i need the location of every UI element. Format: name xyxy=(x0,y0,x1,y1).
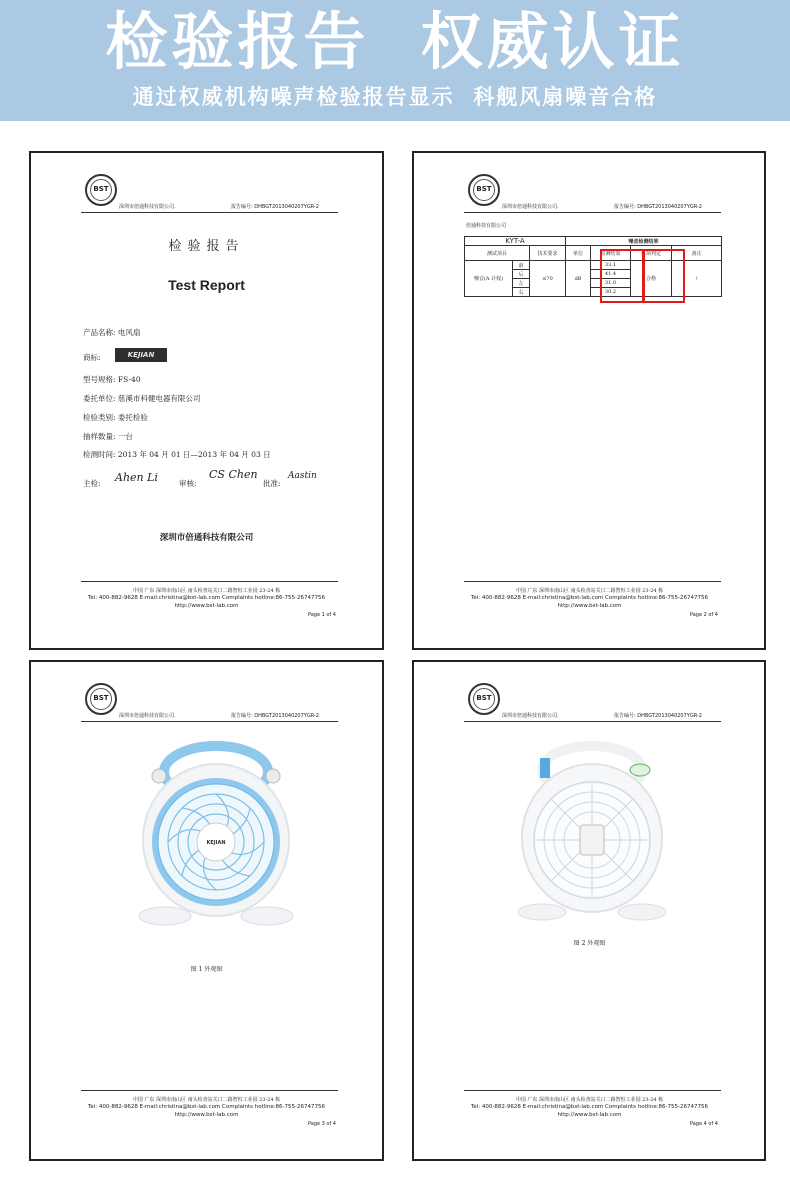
footer-website: http://www.bst-lab.com xyxy=(174,1112,239,1118)
banner-title: 检验报告 权威认证 xyxy=(105,5,685,78)
remark-value: / xyxy=(672,261,722,297)
footer-rule xyxy=(81,1090,338,1091)
figure-caption: 图 2 外观图 xyxy=(573,940,606,947)
requirement-value: ≤70 xyxy=(530,261,566,297)
bst-logo-icon xyxy=(85,683,117,715)
position-front: 前 xyxy=(513,261,530,270)
chief-label: 主检: xyxy=(83,479,101,488)
bst-logo-icon xyxy=(468,174,500,206)
issuer-company: 深圳市倍通科技有限公司 xyxy=(159,533,254,543)
header-rule xyxy=(81,212,338,213)
footer-address: 中国 广东 深圳市南山区 南头检查站关口二路智恒工业园 23-24 栋 xyxy=(132,1097,281,1103)
logo-text: BST xyxy=(476,694,492,702)
header-rule xyxy=(464,721,721,722)
footer-address: 中国 广东 深圳市南山区 南头检查站关口二路智恒工业园 23-24 栋 xyxy=(132,588,281,594)
report-page-2 xyxy=(412,151,766,650)
noise-item: 噪音(A 计权) xyxy=(465,261,513,297)
header-test-item: 测试项目 xyxy=(465,246,530,261)
footer-website: http://www.bst-lab.com xyxy=(557,603,622,609)
header-report-no: 报告编号: DHBGT2013040207YGR-2 xyxy=(614,713,702,719)
header-requirement: 技术要求 xyxy=(530,246,566,261)
position-right: 右 xyxy=(513,288,530,297)
position-left: 左 xyxy=(513,279,530,288)
header-result: 检测结果 xyxy=(591,246,631,261)
footer-contact: Tel: 400-882-9628 E-mail:christina@bst-lab.com Complaints hotline:86-755-26747756 xyxy=(470,595,709,601)
header-rule xyxy=(81,721,338,722)
result-back: 41.4 xyxy=(591,270,631,279)
report-page-3 xyxy=(29,660,384,1161)
model-spec: 型号规格: FS-40 xyxy=(83,375,141,384)
review-label: 审核: xyxy=(179,479,197,488)
footer-contact: Tel: 400-882-9628 E-mail:christina@bst-lab.com Complaints hotline:86-755-26747756 xyxy=(470,1104,709,1110)
header-company: 深圳市倍通科技有限公司. xyxy=(119,713,176,719)
report-title: 检验报告 xyxy=(168,239,245,254)
approve-label: 批准: xyxy=(263,479,281,488)
header-report-no: 报告编号: DHBGT2013040207YGR-2 xyxy=(614,204,702,210)
table-company: 倍通科技有限公司 xyxy=(466,223,507,229)
test-type: 检验类别: 委托检验 xyxy=(83,413,148,422)
result-left: 31.0 xyxy=(591,279,631,288)
report-page-1 xyxy=(29,151,384,650)
test-date: 检测时间: 2013 年 04 月 01 日—2013 年 04 月 03 日 xyxy=(83,450,271,459)
footer-rule xyxy=(464,581,721,582)
position-back: 后 xyxy=(513,270,530,279)
unit-value: dB xyxy=(566,261,591,297)
rear-fan-photo xyxy=(512,732,672,922)
bst-logo-icon xyxy=(85,174,117,206)
header-report-no: 报告编号: DHBGT2013040207YGR-2 xyxy=(231,204,319,210)
footer-website: http://www.bst-lab.com xyxy=(174,603,239,609)
header-remark: 备注 xyxy=(672,246,722,261)
header-verdict: 单项判定 xyxy=(631,246,672,261)
header-rule xyxy=(464,212,721,213)
footer-address: 中国 广东 深圳市南山区 南头检查站关口二路智恒工业园 23-24 栋 xyxy=(515,588,664,594)
report-page-4 xyxy=(412,660,766,1161)
approve-signature: Aastin xyxy=(288,471,317,481)
front-fan-photo xyxy=(131,732,301,927)
product-name: 产品名称: 电风扇 xyxy=(83,328,141,337)
figure-caption: 图 1 外观图 xyxy=(190,966,223,973)
footer-address: 中国 广东 深圳市南山区 南头检查站关口二路智恒工业园 23-24 栋 xyxy=(515,1097,664,1103)
brand-label: 商标: xyxy=(83,353,101,362)
header-company: 深圳市倍通科技有限公司. xyxy=(502,713,559,719)
verdict-highlight-box xyxy=(643,249,685,303)
brand-logo: KEJIAN xyxy=(115,348,167,362)
fan-brand-label: KEJIAN xyxy=(206,840,226,846)
report-title-en: Test Report xyxy=(168,277,245,293)
footer-website: http://www.bst-lab.com xyxy=(557,1112,622,1118)
header-company: 深圳市倍通科技有限公司. xyxy=(502,204,559,210)
header-report-no: 报告编号: DHBGT2013040207YGR-2 xyxy=(231,713,319,719)
verdict-value: 合格 xyxy=(631,261,672,297)
logo-text: BST xyxy=(476,185,492,193)
footer-rule xyxy=(81,581,338,582)
bst-logo-icon xyxy=(468,683,500,715)
footer-contact: Tel: 400-882-9628 E-mail:christina@bst-lab.com Complaints hotline:86-755-26747756 xyxy=(87,595,326,601)
client-unit: 委托单位: 慈溪市科健电器有限公司 xyxy=(83,394,201,403)
result-front: 33.1 xyxy=(591,261,631,270)
table-model: KYT-A xyxy=(465,237,566,246)
footer-rule xyxy=(464,1090,721,1091)
review-signature: CS Chen xyxy=(209,468,258,481)
page-number: Page 2 of 4 xyxy=(689,612,718,618)
sample-quantity: 抽样数量: 一台 xyxy=(83,432,133,441)
result-highlight-box xyxy=(600,249,644,303)
top-banner xyxy=(0,0,790,121)
table-title: 噪音检测结果 xyxy=(566,237,722,246)
logo-text: BST xyxy=(93,185,109,193)
page-number: Page 3 of 4 xyxy=(307,1121,336,1127)
banner-subtitle: 通过权威机构噪声检验报告显示 科舰风扇噪音合格 xyxy=(132,85,658,109)
logo-text: BST xyxy=(93,694,109,702)
header-company: 深圳市倍通科技有限公司. xyxy=(119,204,176,210)
page-number: Page 1 of 4 xyxy=(307,612,336,618)
chief-signature: Ahen Li xyxy=(115,471,158,484)
page-number: Page 4 of 4 xyxy=(689,1121,718,1127)
footer-contact: Tel: 400-882-9628 E-mail:christina@bst-lab.com Complaints hotline:86-755-26747756 xyxy=(87,1104,326,1110)
header-unit: 单位 xyxy=(566,246,591,261)
result-right: 30.2 xyxy=(591,288,631,297)
